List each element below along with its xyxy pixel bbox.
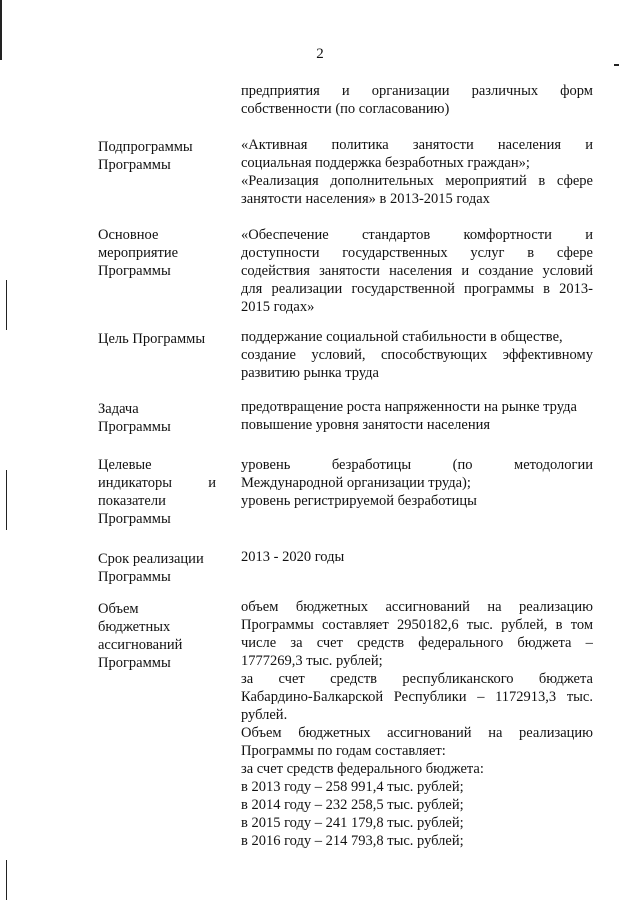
row-value <box>241 456 593 510</box>
value-line: Международной организации труда); <box>241 475 471 491</box>
word: в <box>543 281 550 297</box>
label-line: Целевые <box>98 457 152 473</box>
value-line <box>241 262 593 280</box>
value-line: в 2016 году – 214 793,8 тыс. рублей; <box>241 833 464 849</box>
row-label <box>98 600 220 672</box>
word: Республики <box>393 689 467 705</box>
scan-mark-left-bottom <box>6 860 7 900</box>
word: Программы <box>241 617 314 633</box>
label-line: Программы <box>98 569 171 585</box>
word: безработицы <box>331 457 412 473</box>
value-line: 2015 годах» <box>241 299 315 315</box>
word: комфортности <box>463 227 552 243</box>
word: за <box>241 671 254 687</box>
value-line <box>241 136 593 154</box>
value-line <box>241 456 593 474</box>
word: предприятия <box>241 83 320 99</box>
word: условий <box>542 263 593 279</box>
page-number: 2 <box>316 46 324 62</box>
word: населения <box>497 137 562 153</box>
word: занятости <box>319 263 380 279</box>
word: «Активная <box>241 137 308 153</box>
value-line <box>241 670 593 688</box>
word: Кабардино-Балкарской <box>241 689 384 705</box>
word: и <box>461 263 470 279</box>
word: за <box>290 635 303 651</box>
word: услуг <box>470 245 505 261</box>
word: средств <box>357 635 405 651</box>
row-value <box>241 226 593 316</box>
word: стандартов <box>361 227 431 243</box>
word: объем <box>241 599 279 615</box>
label-line: ассигнований <box>98 637 183 653</box>
row-label <box>98 400 220 436</box>
word: 1172913,3 <box>495 689 557 705</box>
row-value <box>241 328 593 382</box>
word: сфере <box>556 173 593 189</box>
row-value <box>241 598 593 850</box>
label-line: Основное <box>98 227 159 243</box>
word: – <box>477 689 485 705</box>
word: уровень <box>241 457 291 473</box>
row-label <box>98 226 220 280</box>
label-line: показатели <box>98 493 166 509</box>
value-line: в 2015 году – 241 179,8 тыс. рублей; <box>241 815 464 831</box>
word: на <box>488 725 503 741</box>
word: программы <box>463 281 534 297</box>
value-line <box>241 724 593 742</box>
word: (по <box>452 457 473 473</box>
word: 2013- <box>559 281 593 297</box>
label-line: бюджетных <box>98 619 171 635</box>
value-line <box>241 598 593 616</box>
word: 2950182,6 <box>396 617 459 633</box>
word: числе <box>241 635 277 651</box>
value-line: занятости населения» в 2013-2015 годах <box>241 191 490 207</box>
word: занятости <box>412 137 474 153</box>
row-value <box>241 398 593 434</box>
word: способствующих <box>381 347 488 363</box>
word: политика <box>331 137 389 153</box>
word: индикаторы <box>98 475 172 491</box>
value-line: предотвращение роста напряженности на рынке труда <box>241 399 577 415</box>
word: «Обеспечение <box>241 227 329 243</box>
value-line: социальная поддержка безработных граждан»; <box>241 155 530 171</box>
label-line: Программы <box>98 419 171 435</box>
value-line: за счет средств федерального бюджета: <box>241 761 484 777</box>
word: – <box>585 635 593 651</box>
word: и <box>585 137 593 153</box>
word: населения <box>389 263 453 279</box>
word: мероприятий <box>445 173 527 189</box>
scan-mark-left-top <box>0 0 2 60</box>
value-line: развитию рынка труда <box>241 365 379 381</box>
label-line: мероприятие <box>98 245 179 261</box>
word: доступности <box>241 245 320 261</box>
word: ассигнований <box>385 599 470 615</box>
value-line: повышение уровня занятости населения <box>241 417 491 433</box>
row-label <box>98 456 220 528</box>
value-line <box>241 172 593 190</box>
word: эффективному <box>502 347 593 363</box>
word: ассигнований <box>387 725 472 741</box>
value-line: Программы по годам составляет: <box>241 743 446 759</box>
word: методологии <box>514 457 593 473</box>
value-line <box>241 634 593 652</box>
word: счет <box>278 671 305 687</box>
word: бюджетных <box>298 725 371 741</box>
word: и <box>585 227 593 243</box>
scan-mark-left-lower <box>6 470 7 530</box>
word: рублей, <box>501 617 548 633</box>
word: форм <box>560 83 593 99</box>
word: бюджета <box>517 635 572 651</box>
value-line: собственности (по согласованию) <box>241 101 450 117</box>
word: государственных <box>342 245 448 261</box>
word: счет <box>316 635 343 651</box>
word: организации <box>371 83 450 99</box>
label-line: Задача <box>98 401 139 417</box>
word: в <box>538 173 546 189</box>
row-value <box>241 136 593 208</box>
scan-mark-right <box>614 64 619 66</box>
word: тыс. <box>566 689 593 705</box>
word: в <box>527 245 535 261</box>
word: условий, <box>311 347 366 363</box>
label-line: Срок реализации <box>98 551 204 567</box>
word: «Реализация <box>241 173 319 189</box>
word: различных <box>471 83 539 99</box>
word: для <box>241 281 263 297</box>
word: средств <box>330 671 378 687</box>
word: реализацию <box>519 725 593 741</box>
value-line <box>241 244 593 262</box>
word: и <box>208 475 216 491</box>
scan-mark-left-mid <box>6 280 7 330</box>
word: в <box>555 617 563 633</box>
label-line: Объем <box>98 601 139 617</box>
row-value <box>241 548 593 566</box>
value-line: 1777269,3 тыс. рублей; <box>241 653 383 669</box>
row-value <box>241 82 593 118</box>
value-line: рублей. <box>241 707 288 723</box>
label-line <box>98 474 216 492</box>
label-line: Программы <box>98 511 171 527</box>
value-line: в 2014 году – 232 258,5 тыс. рублей; <box>241 797 464 813</box>
word: том <box>570 617 593 633</box>
word: бюджетных <box>295 599 369 615</box>
value-line: в 2013 году – 258 991,4 тыс. рублей; <box>241 779 464 795</box>
value-line <box>241 226 593 244</box>
value-line <box>241 346 593 364</box>
word: на <box>487 599 502 615</box>
value-line <box>241 280 593 298</box>
word: содействия <box>241 263 310 279</box>
word: федерального <box>418 635 504 651</box>
word: сфере <box>556 245 593 261</box>
word: дополнительных <box>330 173 434 189</box>
word: реализацию <box>519 599 593 615</box>
word: государственной <box>351 281 455 297</box>
label-line: Программы <box>98 157 171 173</box>
label-line: Цель Программы <box>98 331 206 347</box>
word: создание <box>478 263 534 279</box>
label-line: Программы <box>98 263 171 279</box>
word: составляет <box>321 617 389 633</box>
word: бюджета <box>538 671 593 687</box>
value-line <box>241 688 593 706</box>
word: республиканского <box>402 671 514 687</box>
row-label <box>98 550 220 586</box>
row-label <box>98 138 220 174</box>
row-label <box>98 330 220 348</box>
word: тыс. <box>466 617 493 633</box>
value-line: 2013 - 2020 годы <box>241 549 345 565</box>
label-line: Программы <box>98 655 171 671</box>
value-line: уровень регистрируемой безработицы <box>241 493 477 509</box>
value-line <box>241 82 593 100</box>
word: Объем <box>241 725 282 741</box>
value-line <box>241 616 593 634</box>
value-line: поддержание социальной стабильности в обществе, <box>241 329 563 345</box>
word: и <box>341 83 350 99</box>
word: реализации <box>271 281 343 297</box>
word: создание <box>241 347 296 363</box>
label-line: Подпрограммы <box>98 139 193 155</box>
